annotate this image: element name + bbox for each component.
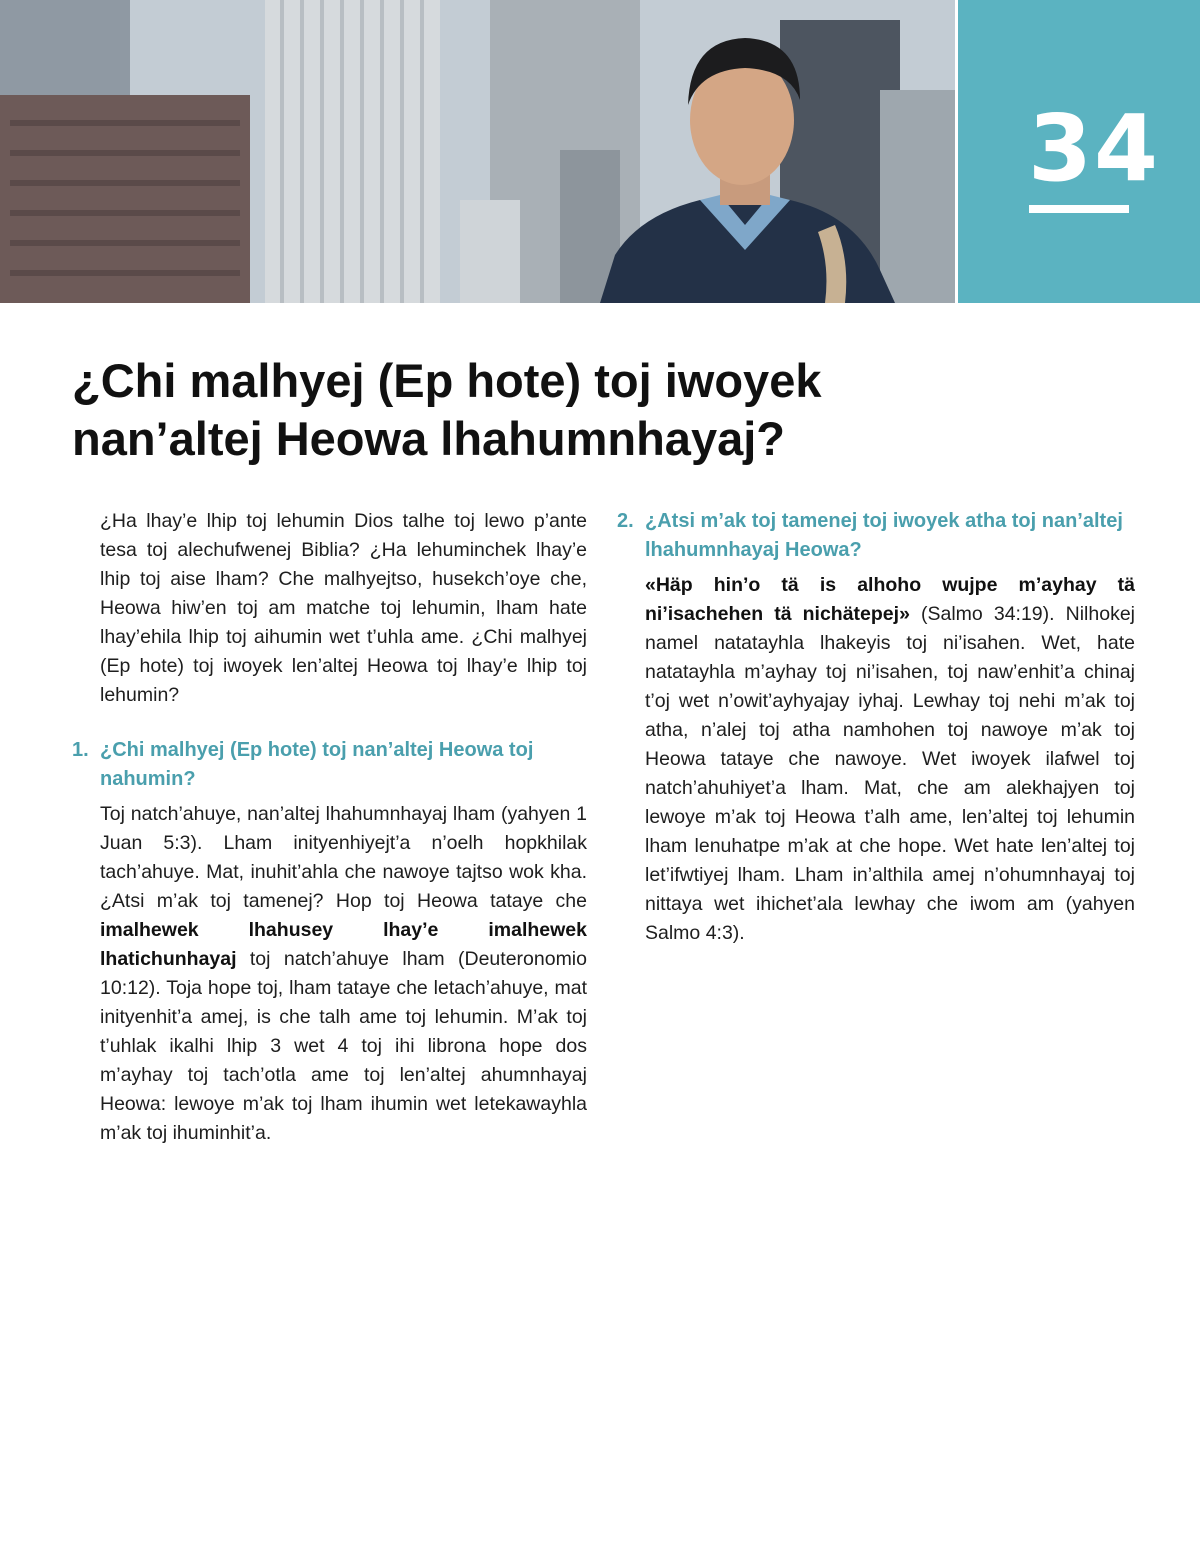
lesson-number: 34 (1027, 95, 1161, 202)
section-1-question-text: ¿Chi malhyej (Ep hote) toj nan’altej Heowa toj nahumin? (100, 739, 534, 790)
page-title (72, 352, 1132, 468)
section-1-body-start: Toj natch’ahuye, nan’altej lhahumnhayaj lham (yahyen 1 Juan 5:3). Lham inityenhiyejt’a n’oelh hopkhilak tach’ahuye. Mat, inuhit’ahla che nawoye tajtso wok kha. ¿Atsi m’ak toj tamenej? Hop toj Heowa tataye che (100, 803, 587, 912)
section-2-quote: «Häp hin’o tä is alhoho wujpe m’ayhay tä ni’isachehen tä nichätepej» (645, 574, 1135, 625)
right-column (617, 507, 1135, 948)
title-line-2: nan’altej Heowa lhahumnhayaj? (72, 412, 785, 465)
lesson-number-box (958, 0, 1200, 303)
section-1-body-end: toj natch’ahuye lham (Deuteronomio 10:12). Toja hope toj, lham tataye che letach’ahuye, mat inityenhit’a amej, is che talh ame toj lehumin. M’ak toj t’uhlak ikalhi lhip 3 wet 4 toj ihi librona hope dos m’ayhay toj tach’otla ame toj len’altej ahumnhayaj Heowa: lewoye m’ak toj lham ihumin wet letekawayhla m’ak toj ihuminhit’a. (100, 948, 587, 1144)
intro-paragraph: ¿Ha lhay’e lhip toj lehumin Dios talhe toj lewo p’ante tesa toj alechufwenej Biblia? ¿Ha lehuminchek lhay’e lhip toj aise lham? Che malhyejtso, husekch’oye che, Heowa hiw’en toj am matche toj lehumin, lham hate lhay’ehila lhip toj aihumin wet t’uhla ame. ¿Chi malhyej (Ep hote) toj iwoyek len’altej Heowa toj lhay’e lhip toj lehumin? (100, 510, 587, 706)
section-2-question-text: ¿Atsi m’ak toj tamenej toj iwoyek atha toj nan’altej lhahumnhayaj Heowa? (645, 510, 1123, 561)
section-2-number: 2. (617, 510, 634, 532)
section-1-bold-text: imalhewek lhahusey lhay’e imalhewek lhatichunhayaj (100, 919, 587, 970)
section-2-question (617, 507, 1135, 565)
title-line-1: ¿Chi malhyej (Ep hote) toj iwoyek (72, 354, 822, 407)
hero-photo (0, 0, 955, 303)
city-skyline-illustration (0, 0, 955, 303)
section-1-question (72, 736, 587, 794)
section-2-body: (Salmo 34:19). Nilhokej namel natatayhla lhakeyis toj ni’isahen. Wet, hate natatayhla m’ayhay toj ni’isahen, toj naw’enhit’a chinaj t’oj wet n’owit’ayhyajay iyhaj. Lewhay toj nehi m’ak toj atha, n’alej toj atha namhohen toj nawoye m’ak toj Heowa tataye che nawoye. Wet iwoyek ilafwel toj natch’ahuhiyet’a lham. Mat, che am alekhajyen toj lewoye m’ak toj Heowa t’alh ame, len’altej toj lehumin lham lenuhatpe m’ak at che hope. Wet hate len’altej toj let’ifwtiyej lham. Lham in’althila amej n’ohumnhayaj toj nittaya wet ihichet’ala lewhay che iwom am (yahyen Salmo 4:3). (645, 603, 1136, 944)
left-column (72, 507, 587, 1148)
lesson-underline (1029, 205, 1129, 213)
section-2-answer (617, 571, 1135, 948)
section-1-answer (72, 800, 587, 1148)
section-1-number: 1. (72, 739, 89, 761)
